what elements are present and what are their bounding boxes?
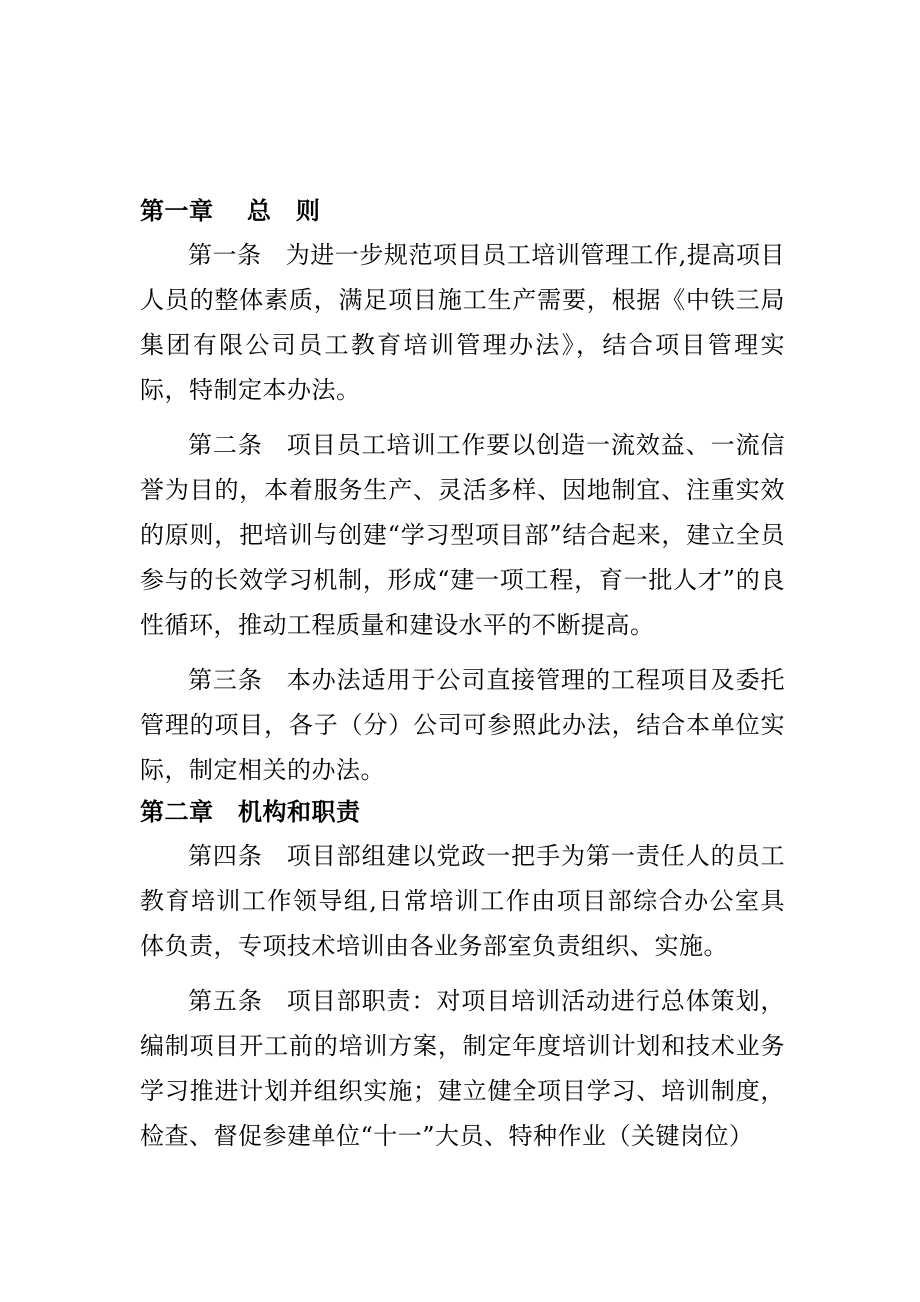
article-3-label: 第三条: [188, 666, 263, 694]
article-3: [140, 658, 785, 793]
article-2: [140, 423, 785, 648]
article-1: [140, 233, 785, 413]
article-4: [140, 834, 785, 969]
document-body: [140, 192, 785, 1159]
article-1-label: 第一条: [188, 241, 262, 269]
article-5-text: 项目部职责：对项目培训活动进行总体策划，编制项目开工前的培训方案，制定年度培训计划和技术业务学习推进计划并组织实施；建立健全项目学习、培训制度，检查、督促参建单位“十一”大员、特种作业（关键岗位）: [140, 987, 785, 1150]
article-2-text: 项目员工培训工作要以创造一流效益、一流信誉为目的，本着服务生产、灵活多样、因地制宜、注重实效的原则，把培训与创建“学习型项目部”结合起来，建立全员参与的长效学习机制，形成“建一项工程，育一批人才”的良性循环，推动工程质量和建设水平的不断提高。: [140, 431, 785, 639]
article-3-text: 本办法适用于公司直接管理的工程项目及委托管理的项目，各子（分）公司可参照此办法，结合本单位实际，制定相关的办法。: [140, 666, 785, 784]
article-2-label: 第二条: [188, 431, 263, 459]
article-4-label: 第四条: [188, 842, 263, 870]
article-1-text: 为进一步规范项目员工培训管理工作,提高项目人员的整体素质，满足项目施工生产需要，根据《中铁三局集团有限公司员工教育培训管理办法》，结合项目管理实际，特制定本办法。: [140, 241, 785, 404]
chapter-2-title: 第二章 机构和职责: [140, 797, 361, 826]
chapter-1-title: 第一章 总 则: [140, 196, 321, 225]
article-4-text: 项目部组建以党政一把手为第一责任人的员工教育培训工作领导组,日常培训工作由项目部综合办公室具体负责，专项技术培训由各业务部室负责组织、实施。: [140, 842, 785, 960]
article-5-label: 第五条: [188, 987, 263, 1015]
article-5: [140, 979, 785, 1159]
